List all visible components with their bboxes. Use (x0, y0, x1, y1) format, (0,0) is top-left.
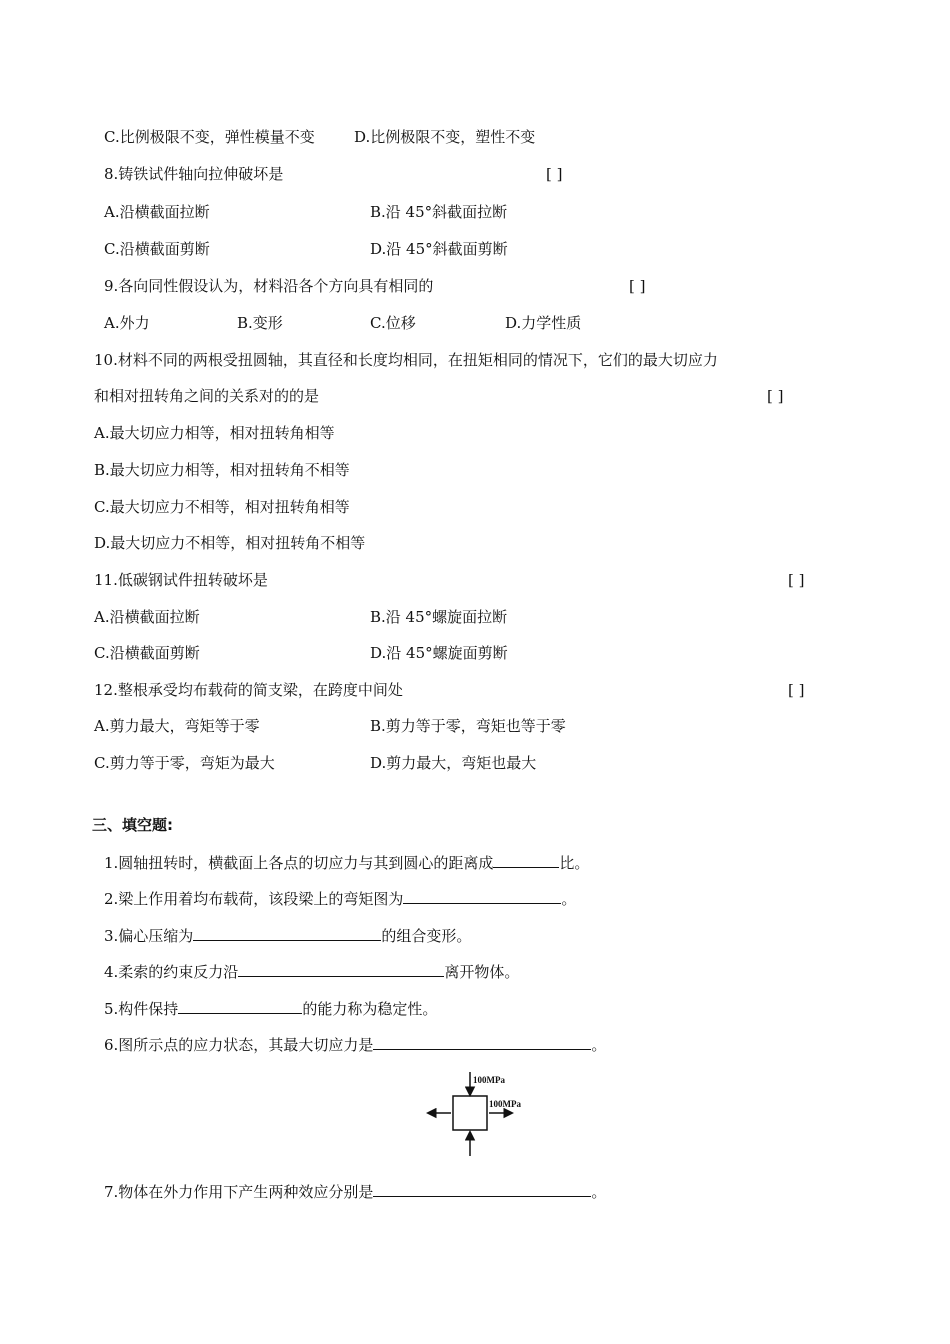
q12-option-b: B.剪力等于零，弯矩也等于零 (370, 717, 566, 735)
fill-1-blank (493, 852, 559, 868)
q10-option-a: A.最大切应力相等，相对扭转角相等 (94, 424, 335, 442)
q10-option-d: D.最大切应力不相等，相对扭转角不相等 (94, 534, 366, 552)
q11-stem: 11.低碳钢试件扭转破坏是 (94, 571, 268, 589)
fill-6-text-after: 。 (591, 1036, 607, 1054)
q9-option-c: C.位移 (370, 314, 416, 332)
stress-element-square (453, 1096, 487, 1130)
fill-2-text-before: 2.梁上作用着均布载荷，该段梁上的弯矩图为 (104, 890, 404, 908)
fill-6-blank (373, 1034, 591, 1050)
fill-3-blank (193, 925, 381, 941)
q8-option-c: C.沿横截面剪断 (104, 240, 210, 258)
q8-option-d: D.沿 45°斜截面剪断 (370, 240, 508, 258)
fill-2-blank (403, 888, 561, 904)
q8-stem: 8.铸铁试件轴向拉伸破坏是 (104, 165, 284, 183)
q11-option-c: C.沿横截面剪断 (94, 644, 200, 662)
fill-5-blank (178, 998, 302, 1014)
q8-answer-bracket: [ ] (546, 165, 563, 183)
q9-option-d: D.力学性质 (505, 314, 582, 332)
fill-7-blank (373, 1181, 591, 1197)
fill-question-7 (104, 1181, 606, 1202)
fill-2-text-after: 。 (561, 890, 577, 908)
fill-question-4 (104, 961, 519, 982)
fill-question-3 (104, 925, 471, 946)
fill-1-text-after: 比。 (559, 854, 590, 872)
fill-4-text-before: 4.柔索的约束反力沿 (104, 963, 239, 981)
fill-question-5 (104, 998, 437, 1019)
q11-option-d: D.沿 45°螺旋面剪断 (370, 644, 508, 662)
q8-option-b: B.沿 45°斜截面拉断 (370, 203, 508, 221)
q12-stem: 12.整根承受均布载荷的简支梁，在跨度中间处 (94, 681, 403, 699)
q11-answer-bracket: [ ] (788, 571, 805, 589)
fill-3-text-before: 3.偏心压缩为 (104, 927, 194, 945)
fill-question-1 (104, 852, 589, 873)
q7-option-c: C.比例极限不变，弹性模量不变 (104, 128, 315, 146)
q9-stem: 9.各向同性假设认为，材料沿各个方向具有相同的 (104, 277, 434, 295)
q11-option-a: A.沿横截面拉断 (94, 608, 200, 626)
fill-5-text-after: 的能力称为稳定性。 (302, 1000, 438, 1018)
q7-option-d: D.比例极限不变，塑性不变 (354, 128, 536, 146)
fill-4-text-after: 离开物体。 (444, 963, 520, 981)
q12-option-c: C.剪力等于零，弯矩为最大 (94, 754, 275, 772)
fill-question-6 (104, 1034, 606, 1055)
right-stress-label: 100MPa (489, 1099, 521, 1109)
q10-stem-line2: 和相对扭转角之间的关系对的的是 (94, 387, 320, 405)
fill-7-text-before: 7.物体在外力作用下产生两种效应分别是 (104, 1183, 374, 1201)
fill-4-blank (238, 961, 444, 977)
section-title-fill-in: 三、填空题: (92, 816, 173, 834)
q10-option-c: C.最大切应力不相等，相对扭转角相等 (94, 498, 350, 516)
q10-option-b: B.最大切应力相等，相对扭转角不相等 (94, 461, 350, 479)
q12-option-d: D.剪力最大，弯矩也最大 (370, 754, 537, 772)
q12-option-a: A.剪力最大，弯矩等于零 (94, 717, 260, 735)
stress-state-diagram (425, 1070, 545, 1162)
fill-3-text-after: 的组合变形。 (381, 927, 472, 945)
q10-answer-bracket: [ ] (767, 387, 784, 405)
q10-stem-line1: 10.材料不同的两根受扭圆轴，其直径和长度均相同，在扭矩相同的情况下，它们的最大切应力 (94, 351, 718, 369)
q8-option-a: A.沿横截面拉断 (104, 203, 210, 221)
fill-5-text-before: 5.构件保持 (104, 1000, 179, 1018)
fill-1-text-before: 1.圆轴扭转时，横截面上各点的切应力与其到圆心的距离成 (104, 854, 494, 872)
top-stress-label: 100MPa (473, 1075, 505, 1085)
fill-7-text-after: 。 (591, 1183, 607, 1201)
q9-option-b: B.变形 (237, 314, 283, 332)
fill-6-text-before: 6.图所示点的应力状态，其最大切应力是 (104, 1036, 374, 1054)
q12-answer-bracket: [ ] (788, 681, 805, 699)
q9-option-a: A.外力 (104, 314, 150, 332)
fill-question-2 (104, 888, 576, 909)
q9-answer-bracket: [ ] (629, 277, 646, 295)
q11-option-b: B.沿 45°螺旋面拉断 (370, 608, 508, 626)
